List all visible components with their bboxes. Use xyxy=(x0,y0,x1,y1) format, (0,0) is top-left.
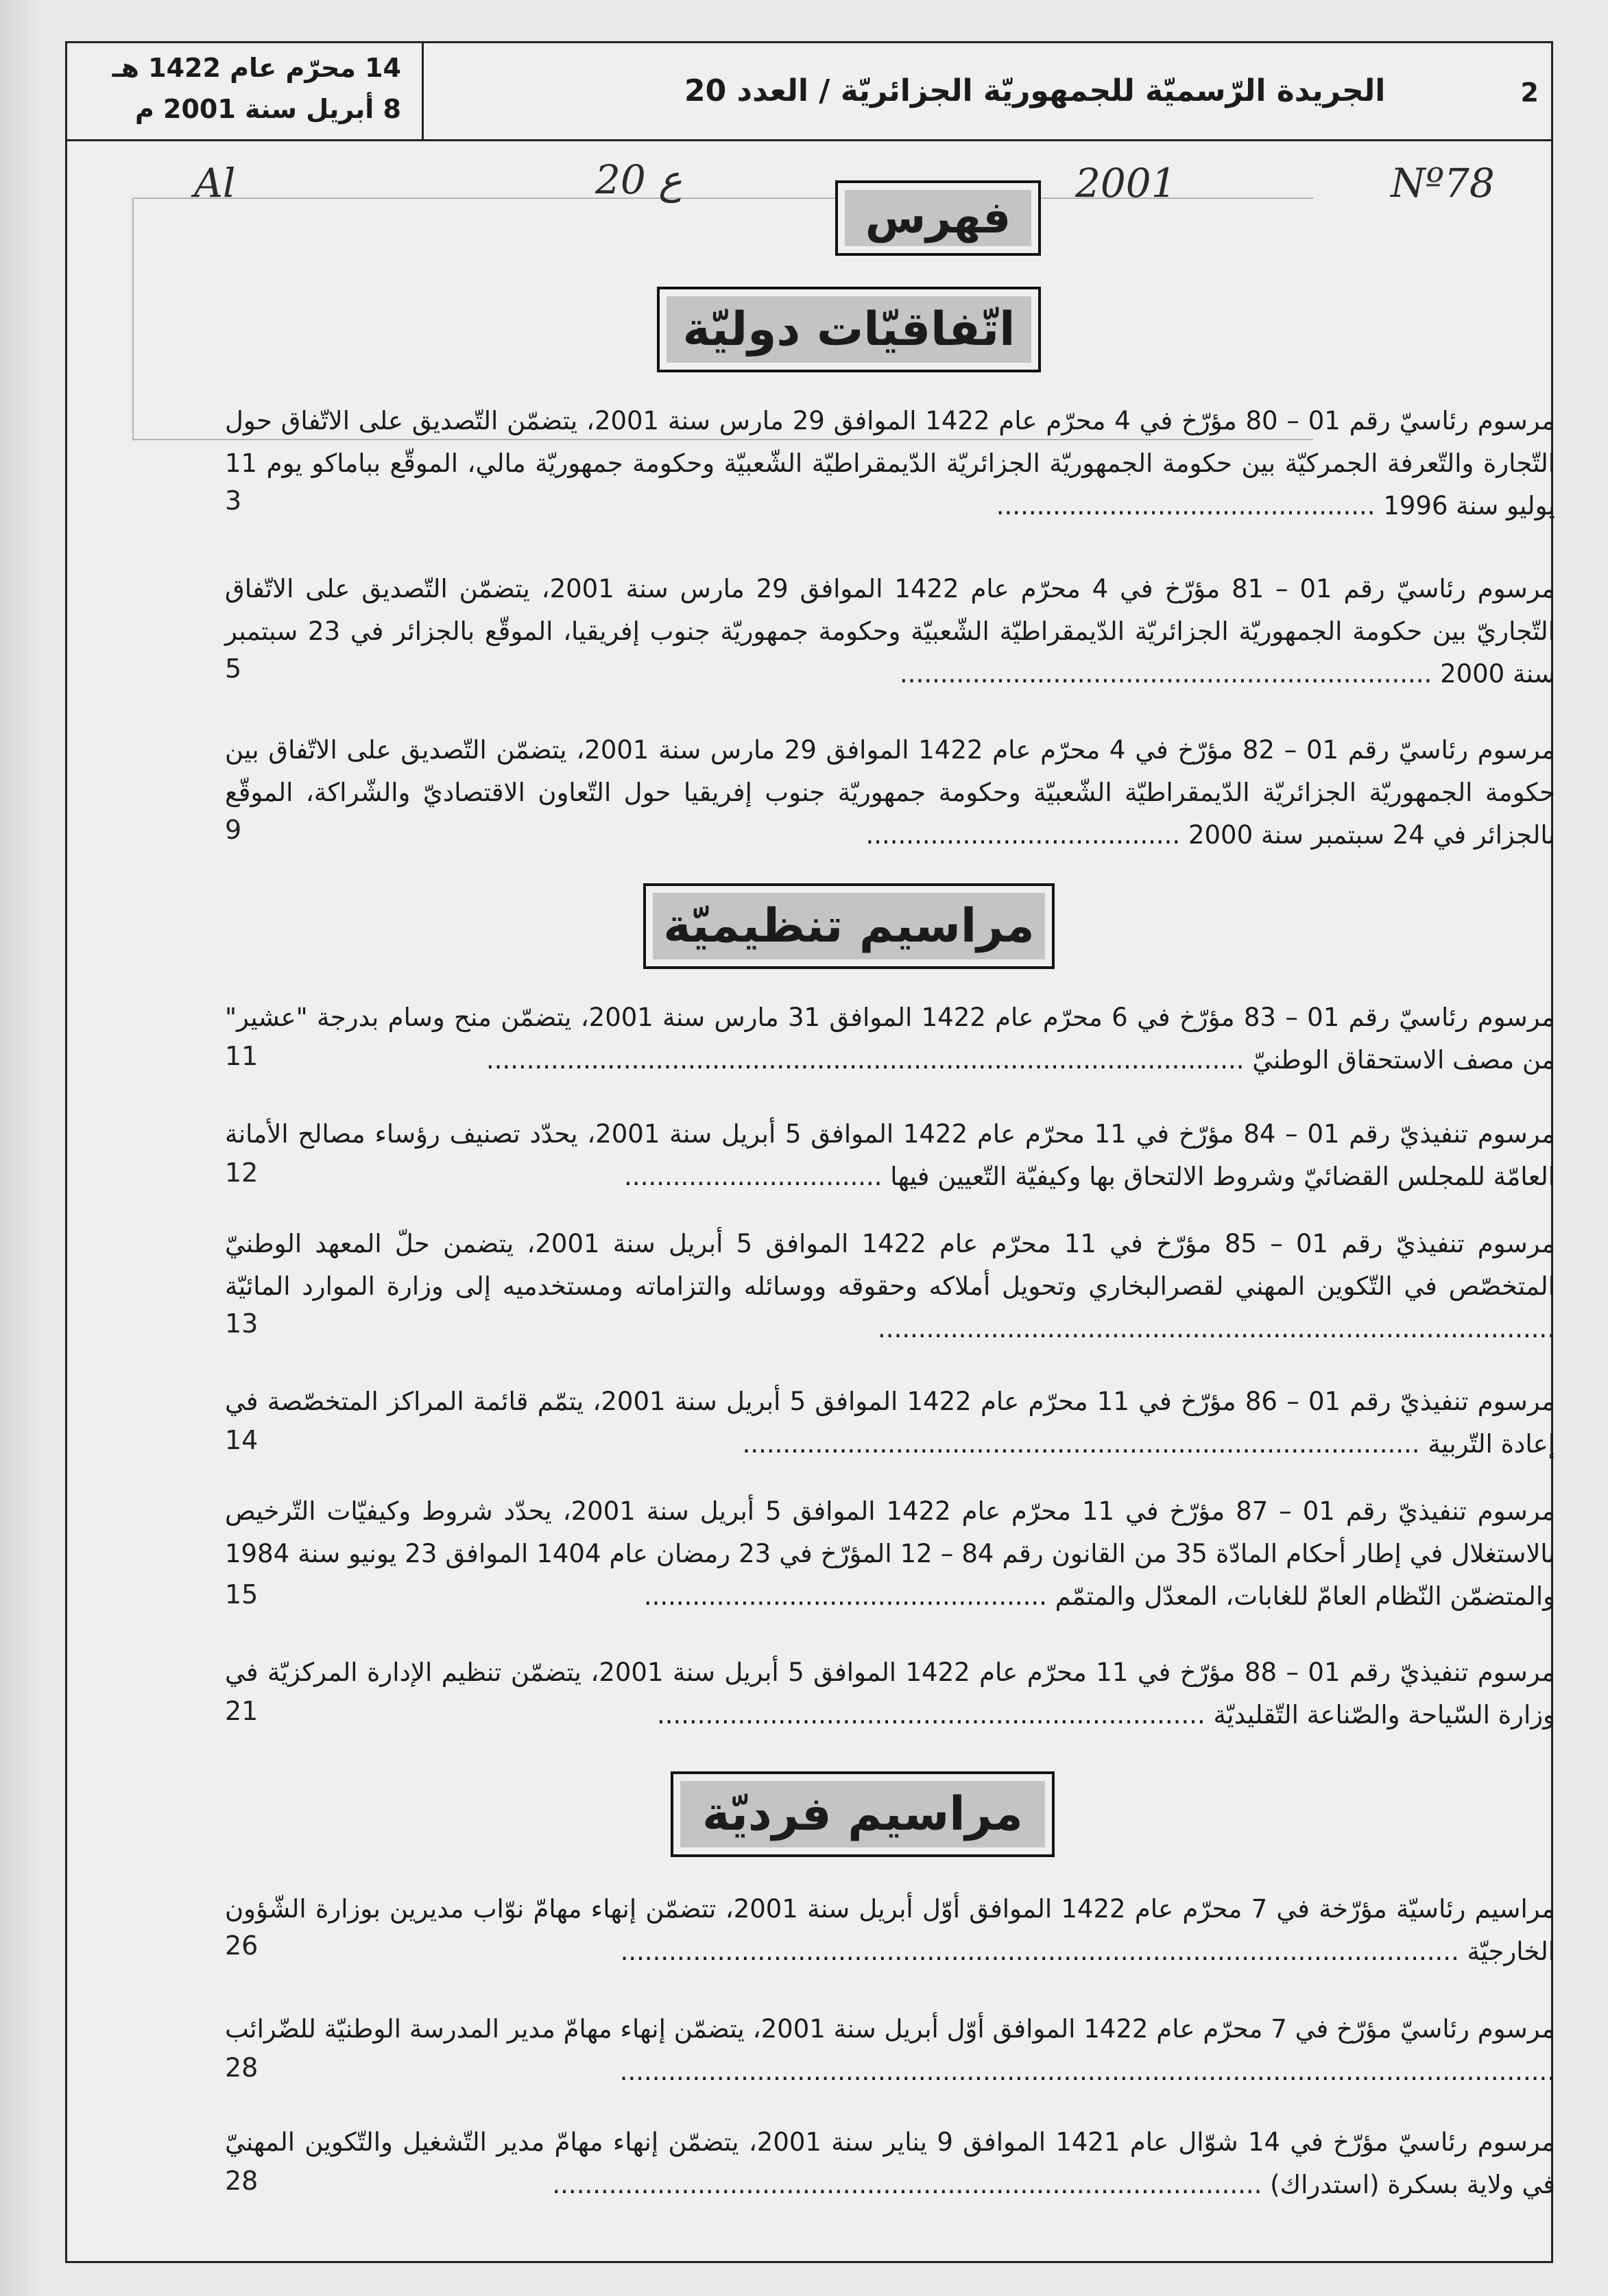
index-title-box xyxy=(835,180,1041,256)
journal-page xyxy=(65,41,1556,2263)
toc-entry: مرسوم رئاسيّ رقم 01 – 81 مؤرّخ في 4 محرّم عام 1422 الموافق 29 مارس سنة 2001، يتضمّن التّصديق على الاتّفاق التّجاريّ بين حكومة الجمهوريّة الجزائريّة الدّيمقراطيّة الشّعبيّة وحكومة جمهوريّة جنوب إفريقيا، الموقّع بالجزائر في 23 سبتمبر سنة 2000 .................................................................. xyxy=(225,574,1555,689)
handwritten-year: 2001 xyxy=(1075,160,1177,206)
toc-entry-text: مرسوم تنفيذيّ رقم 01 – 87 مؤرّخ في 11 محرّم عام 1422 الموافق 5 أبريل سنة 2001، يحدّد شروط وكيفيّات التّرخيص بالاستغلال في إطار أحكام المادّة 35 من القانون رقم 84 – 12 المؤرّخ في 23 رمضان عام 1404 الموافق 23 يونيو سنة 1984 والمتضمّن النّظام العامّ للغابات، المعدّل والمتمّم xyxy=(225,1496,1556,1611)
toc-entry-text: مرسوم رئاسيّ رقم 01 – 80 مؤرّخ في 4 محرّم عام 1422 الموافق 29 مارس سنة 2001، يتضمّن التّصديق على الاتّفاق حول التّجارة والتّعرفة الجمركيّة بين حكومة الجمهوريّة الجزائريّة الدّيمقراطيّة الشّعبيّة وحكومة جمهوريّة مالي، الموقّع بباماكو يوم 11 يوليو سنة 1996 xyxy=(225,406,1555,521)
toc-page-number: 14 xyxy=(225,1425,259,1455)
page-number: 2 xyxy=(1520,77,1539,108)
toc-entry-text: مرسوم رئاسيّ رقم 01 – 82 مؤرّخ في 4 محرّم عام 1422 الموافق 29 مارس سنة 2001، يتضمّن التّصديق على الاتّفاق بين حكومة الجمهوريّة الجزائريّة الدّيمقراطيّة الشّعبيّة وحكومة جمهوريّة جنوب إفريقيا حول التّعاون الاقتصاديّ والشّراكة، الموقّع بالجزائر في 24 سبتمبر سنة 2000 xyxy=(225,735,1555,850)
toc-entry-text: مرسوم تنفيذيّ رقم 01 – 88 مؤرّخ في 11 محرّم عام 1422 الموافق 5 أبريل سنة 2001، يتضمّن تنظيم الإدارة المركزيّة في وزارة السّياحة والصّناعة التّقليديّة xyxy=(225,1658,1555,1730)
toc-entry: مرسوم رئاسيّ رقم 01 – 82 مؤرّخ في 4 محرّم عام 1422 الموافق 29 مارس سنة 2001، يتضمّن التّصديق على الاتّفاق بين حكومة الجمهوريّة الجزائريّة الدّيمقراطيّة الشّعبيّة وحكومة جمهوريّة جنوب إفريقيا حول التّعاون الاقتصاديّ والشّراكة، الموقّع بالجزائر في 24 سبتمبر سنة 2000 ....................................... xyxy=(225,735,1555,850)
toc-entry: مرسوم رئاسيّ مؤرّخ في 14 شوّال عام 1421 الموافق 9 يناير سنة 2001، يتضمّن إنهاء مهامّ مدير التّشغيل والتّكوين المهنيّ في ولاية بسكرة (استدراك) ........................................................................................ xyxy=(225,2127,1555,2199)
toc-entry: مرسوم تنفيذيّ رقم 01 – 86 مؤرّخ في 11 محرّم عام 1422 الموافق 5 أبريل سنة 2001، يتمّم قائمة المراكز المتخصّصة في إعادة التّربية .................................................................................... xyxy=(225,1387,1555,1459)
toc-entry-text: مرسوم تنفيذيّ رقم 01 – 85 مؤرّخ في 11 محرّم عام 1422 الموافق 5 أبريل سنة 2001، يتضمن حلّ المعهد الوطنيّ المتخصّص في التّكوين المهني لقصرالبخاري وتحويل أملاكه وحقوقه ووسائله والتزاماته ومستخدميه إلى وزارة الموارد المائيّة xyxy=(225,1229,1556,1301)
toc-entry-text: مرسوم رئاسيّ مؤرّخ في 14 شوّال عام 1421 الموافق 9 يناير سنة 2001، يتضمّن إنهاء مهامّ مدير التّشغيل والتّكوين المهنيّ في ولاية بسكرة (استدراك) xyxy=(225,2127,1555,2199)
page-binding-shadow xyxy=(0,0,41,2296)
toc-entry: مراسيم رئاسيّة مؤرّخة في 7 محرّم عام 1422 الموافق أوّل أبريل سنة 2001، تتضمّن إنهاء مهامّ نوّاب مديرين بوزارة الشّؤون الخارجيّة ........................................................................................................ xyxy=(225,1894,1555,1966)
handwritten-issue-number: 20 ع xyxy=(595,156,682,203)
toc-entry-text: مرسوم رئاسيّ رقم 01 – 81 مؤرّخ في 4 محرّم عام 1422 الموافق 29 مارس سنة 2001، يتضمّن التّصديق على الاتّفاق التّجاريّ بين حكومة الجمهوريّة الجزائريّة الدّيمقراطيّة الشّعبيّة وحكومة جمهوريّة جنوب إفريقيا، الموقّع بالجزائر في 23 سبتمبر سنة 2000 xyxy=(225,574,1555,689)
page-header xyxy=(67,43,1551,141)
journal-title: الجريدة الرّسميّة للجمهوريّة الجزائريّة / العدد 20 xyxy=(684,73,1386,108)
toc-entry: مرسوم رئاسيّ رقم 01 – 83 مؤرّخ في 6 محرّم عام 1422 الموافق 31 مارس سنة 2001، يتضمّن منح وسام بدرجة "عشير" من مصف الاستحقاق الوطنيّ .............................................................................................. xyxy=(225,1003,1555,1075)
section-header-regulatory-decrees xyxy=(643,883,1055,969)
toc-entry-text: مرسوم رئاسيّ رقم 01 – 83 مؤرّخ في 6 محرّم عام 1422 الموافق 31 مارس سنة 2001، يتضمّن منح وسام بدرجة "عشير" من مصف الاستحقاق الوطنيّ xyxy=(225,1003,1555,1075)
section-title: مراسيم فرديّة xyxy=(680,1781,1045,1847)
toc-entry-text: مرسوم رئاسيّ مؤرّخ في 7 محرّم عام 1422 الموافق أوّل أبريل سنة 2001، يتضمّن إنهاء مهامّ مدير المدرسة الوطنيّة للضّرائب xyxy=(225,2014,1555,2044)
date-box xyxy=(67,43,424,139)
toc-entry: مرسوم تنفيذيّ رقم 01 – 87 مؤرّخ في 11 محرّم عام 1422 الموافق 5 أبريل سنة 2001، يحدّد شروط وكيفيّات التّرخيص بالاستغلال في إطار أحكام المادّة 35 من القانون رقم 84 – 12 المؤرّخ في 23 رمضان عام 1404 الموافق 23 يونيو سنة 1984 والمتضمّن النّظام العامّ للغابات، المعدّل والمتمّم .................................................. xyxy=(225,1496,1556,1611)
toc-page-number: 13 xyxy=(225,1308,259,1339)
toc-page-number: 15 xyxy=(225,1579,259,1610)
handwritten-reference: Nº78 xyxy=(1391,160,1495,206)
toc-entry: مرسوم رئاسيّ رقم 01 – 80 مؤرّخ في 4 محرّم عام 1422 الموافق 29 مارس سنة 2001، يتضمّن التّصديق على الاتّفاق حول التّجارة والتّعرفة الجمركيّة بين حكومة الجمهوريّة الجزائريّة الدّيمقراطيّة الشّعبيّة وحكومة جمهوريّة مالي، الموقّع بباماكو يوم 11 يوليو سنة 1996 ............................................... xyxy=(225,406,1555,521)
toc-page-number: 21 xyxy=(225,1696,259,1726)
handwritten-note-left: Al xyxy=(194,160,236,206)
section-title: اتّفاقيّات دوليّة xyxy=(667,296,1031,363)
toc-entry: مرسوم رئاسيّ مؤرّخ في 7 محرّم عام 1422 الموافق أوّل أبريل سنة 2001، يتضمّن إنهاء مهامّ مدير المدرسة الوطنيّة للضّرائب .................................................................................................................... xyxy=(225,2014,1555,2086)
toc-entry: مرسوم تنفيذيّ رقم 01 – 85 مؤرّخ في 11 محرّم عام 1422 الموافق 5 أبريل سنة 2001، يتضمن حلّ المعهد الوطنيّ المتخصّص في التّكوين المهني لقصرالبخاري وتحويل أملاكه وحقوقه ووسائله والتزاماته ومستخدميه إلى وزارة الموارد المائيّة .................................................................................... xyxy=(225,1229,1556,1343)
toc-page-number: 12 xyxy=(225,1158,259,1188)
toc-entry-text: مرسوم تنفيذيّ رقم 01 – 86 مؤرّخ في 11 محرّم عام 1422 الموافق 5 أبريل سنة 2001، يتمّم قائمة المراكز المتخصّصة في إعادة التّربية xyxy=(225,1387,1555,1459)
toc-entry-text: مراسيم رئاسيّة مؤرّخة في 7 محرّم عام 1422 الموافق أوّل أبريل سنة 2001، تتضمّن إنهاء مهامّ نوّاب مديرين بوزارة الشّؤون الخارجيّة xyxy=(225,1894,1555,1966)
toc-page-number: 28 xyxy=(225,2053,259,2083)
toc-entry: مرسوم تنفيذيّ رقم 01 – 88 مؤرّخ في 11 محرّم عام 1422 الموافق 5 أبريل سنة 2001، يتضمّن تنظيم الإدارة المركزيّة في وزارة السّياحة والصّناعة التّقليديّة .................................................................... xyxy=(225,1658,1555,1730)
date-hijri: 14 محرّم عام 1422 هـ xyxy=(112,53,401,83)
toc-entry: مرسوم تنفيذيّ رقم 01 – 84 مؤرّخ في 11 محرّم عام 1422 الموافق 5 أبريل سنة 2001، يحدّد تصنيف رؤساء مصالح الأمانة العامّة للمجلس القضائيّ وشروط الالتحاق بها وكيفيّة التّعيين فيها ................................ xyxy=(225,1119,1556,1191)
date-gregorian: 8 أبريل سنة 2001 م xyxy=(134,94,401,124)
section-title: مراسيم تنظيميّة xyxy=(653,893,1045,959)
toc-page-number: 28 xyxy=(225,2166,259,2196)
toc-page-number: 9 xyxy=(225,815,242,845)
index-title: فهرس xyxy=(845,190,1031,246)
toc-page-number: 3 xyxy=(225,486,242,516)
section-header-international-agreements xyxy=(657,287,1041,372)
toc-page-number: 5 xyxy=(225,654,242,684)
toc-entry-text: مرسوم تنفيذيّ رقم 01 – 84 مؤرّخ في 11 محرّم عام 1422 الموافق 5 أبريل سنة 2001، يحدّد تصنيف رؤساء مصالح الأمانة العامّة للمجلس القضائيّ وشروط الالتحاق بها وكيفيّة التّعيين فيها xyxy=(225,1119,1556,1191)
toc-page-number: 11 xyxy=(225,1041,259,1071)
toc-page-number: 26 xyxy=(225,1930,259,1961)
section-header-individual-decrees xyxy=(671,1771,1055,1857)
